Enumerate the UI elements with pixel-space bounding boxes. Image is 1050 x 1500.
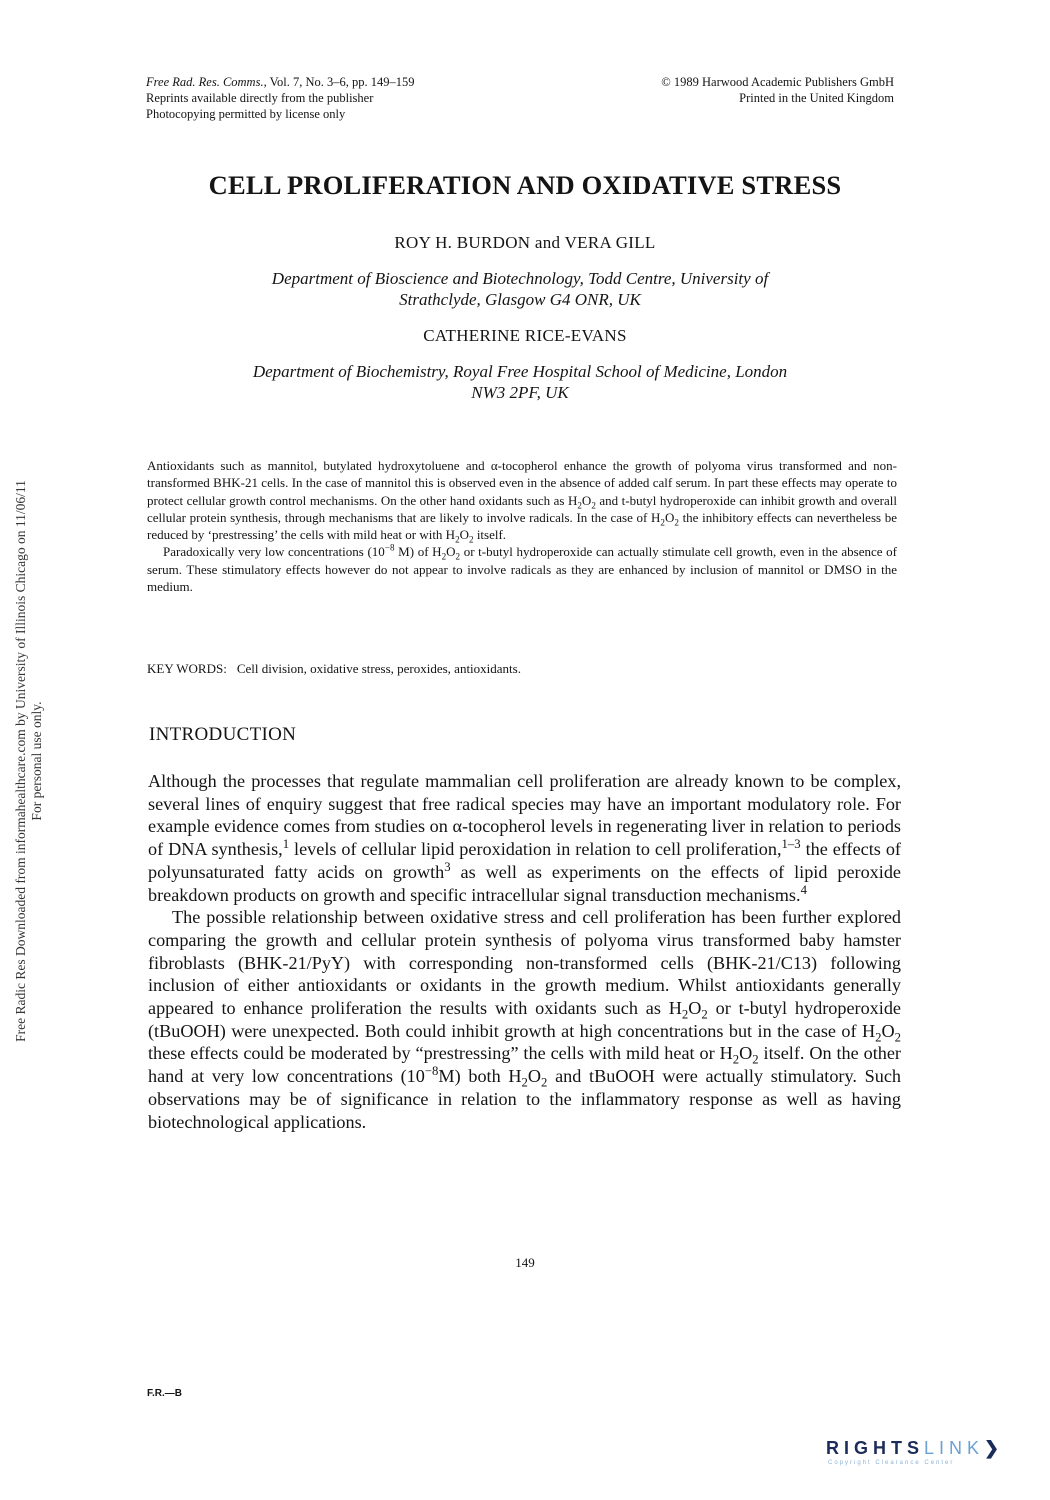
author-names-2: CATHERINE RICE-EVANS (423, 326, 627, 345)
intro-paragraph-2: The possible relationship between oxidative stress and cell proliferation has been further explored comparing the growth and cellular protein synthesis of polyoma virus transformed baby hamster fibroblasts (BHK-21/PyY) with corresponding non-transformed cells (BHK-21/C13) following inclusion of either antioxidants or oxidants in the growth medium. Whilst antioxidants generally appeared to enhance proliferation the results with oxidants such as $H_2O_2$ or t-butyl hydroperoxide (tBuOOH) were unexpected. Both could inhibit growth at high concentrations but in the case of $H_2O_2$ these effects could be moderated by “prestressing” the cells with mild heat or $H_2O_2$ itself. On the other hand at very low concentrations $(10^{-8}M)$ both $H_2O_2$ and tBuOOH were actually stimulatory. Such observations may be of significance in relation to the inflammatory response as well as having biotechnological applications. (148, 907, 902, 1132)
keywords-label: KEY WORDS: (147, 661, 227, 676)
rightslink-wordmark: RIGHTSLINK❯ (826, 1438, 1005, 1458)
abstract (147, 457, 897, 595)
printed-note: Printed in the United Kingdom (739, 91, 894, 105)
introduction-body (148, 770, 901, 1133)
signature-mark: F.R.—B (147, 1388, 182, 1399)
side-note-line1: Free Radic Res Downloaded from informahealthcare.com by University of Illinois Chicago on 11/06/11 (13, 480, 28, 1042)
side-download-note (13, 461, 45, 1061)
abstract-paragraph-2: Paradoxically very low concentrations ($10^{-8}$ M) of $H_2O_2$ or t-butyl hydroperoxide can actually stimulate cell growth, even in the absence of serum. These stimulatory effects however do not appear to involve radicals as they are enhanced by inclusion of mannitol or DMSO in the medium. (147, 543, 897, 595)
affiliation-1-line1: Department of Bioscience and Biotechnology, Todd Centre, University of (271, 269, 769, 288)
affiliation-2-line1: Department of Biochemistry, Royal Free Hospital School of Medicine, London (252, 362, 788, 381)
journal-name: Free Rad. Res. Comms. (146, 75, 264, 89)
affiliation-1-line2: Strathclyde, Glasgow G4 ONR, UK (399, 290, 641, 309)
side-note-line2: For personal use only. (29, 701, 44, 821)
reprints-note: Reprints available directly from the publisher (146, 91, 374, 105)
rightslink-tagline: Copyright Clearance Center (828, 1460, 955, 1466)
affiliation-1 (160, 268, 880, 310)
journal-header-right (661, 74, 894, 106)
page-number: 149 (515, 1255, 535, 1270)
affiliation-2-line2: NW3 2PF, UK (471, 383, 569, 402)
copyright-note: © 1989 Harwood Academic Publishers GmbH (661, 75, 894, 89)
intro-paragraph-1: Although the processes that regulate mammalian cell proliferation are already known to be complex, several lines of enquiry suggest that free radical species may have an important modulatory role. For example evidence comes from studies on α-tocopherol levels in regenerating liver in relation to periods of DNA synthesis,$^1$ levels of cellular lipid peroxidation in relation to cell proliferation,$^{1-3}$ the effects of polyunsaturated fatty acids on growth$^3$ as well as experiments on the effects of lipid peroxide breakdown products on growth and specific intracellular signal transduction mechanisms.$^4$ (148, 771, 901, 905)
paper-title: CELL PROLIFERATION AND OXIDATIVE STRESS (208, 170, 842, 200)
journal-citation: , Vol. 7, No. 3–6, pp. 149–159 (263, 75, 415, 89)
keywords-text: Cell division, oxidative stress, peroxides, antioxidants. (236, 661, 521, 676)
keywords (147, 661, 521, 677)
photocopying-note: Photocopying permitted by license only (146, 107, 346, 121)
affiliation-2 (160, 361, 880, 403)
journal-header-left (146, 74, 415, 122)
section-heading-introduction: INTRODUCTION (149, 724, 297, 745)
abstract-paragraph-1: Antioxidants such as mannitol, butylated hydroxytoluene and α-tocopherol enhance the growth of polyoma virus transformed and non-transformed BHK-21 cells. In the case of mannitol this is observed even in the absence of added calf serum. In part these effects may operate to protect cellular growth control mechanisms. On the other hand oxidants such as $H_2O_2$ and t-butyl hydroperoxide can inhibit growth and overall cellular protein synthesis, through mechanisms that are likely to involve radicals. In the case of $H_2O_2$ the inhibitory effects can nevertheless be reduced by ‘prestressing’ the cells with mild heat or with $H_2O_2$ itself. (147, 458, 898, 545)
author-names-1: ROY H. BURDON and VERA GILL (394, 233, 656, 252)
rightslink-logo[interactable] (826, 1438, 1026, 1478)
